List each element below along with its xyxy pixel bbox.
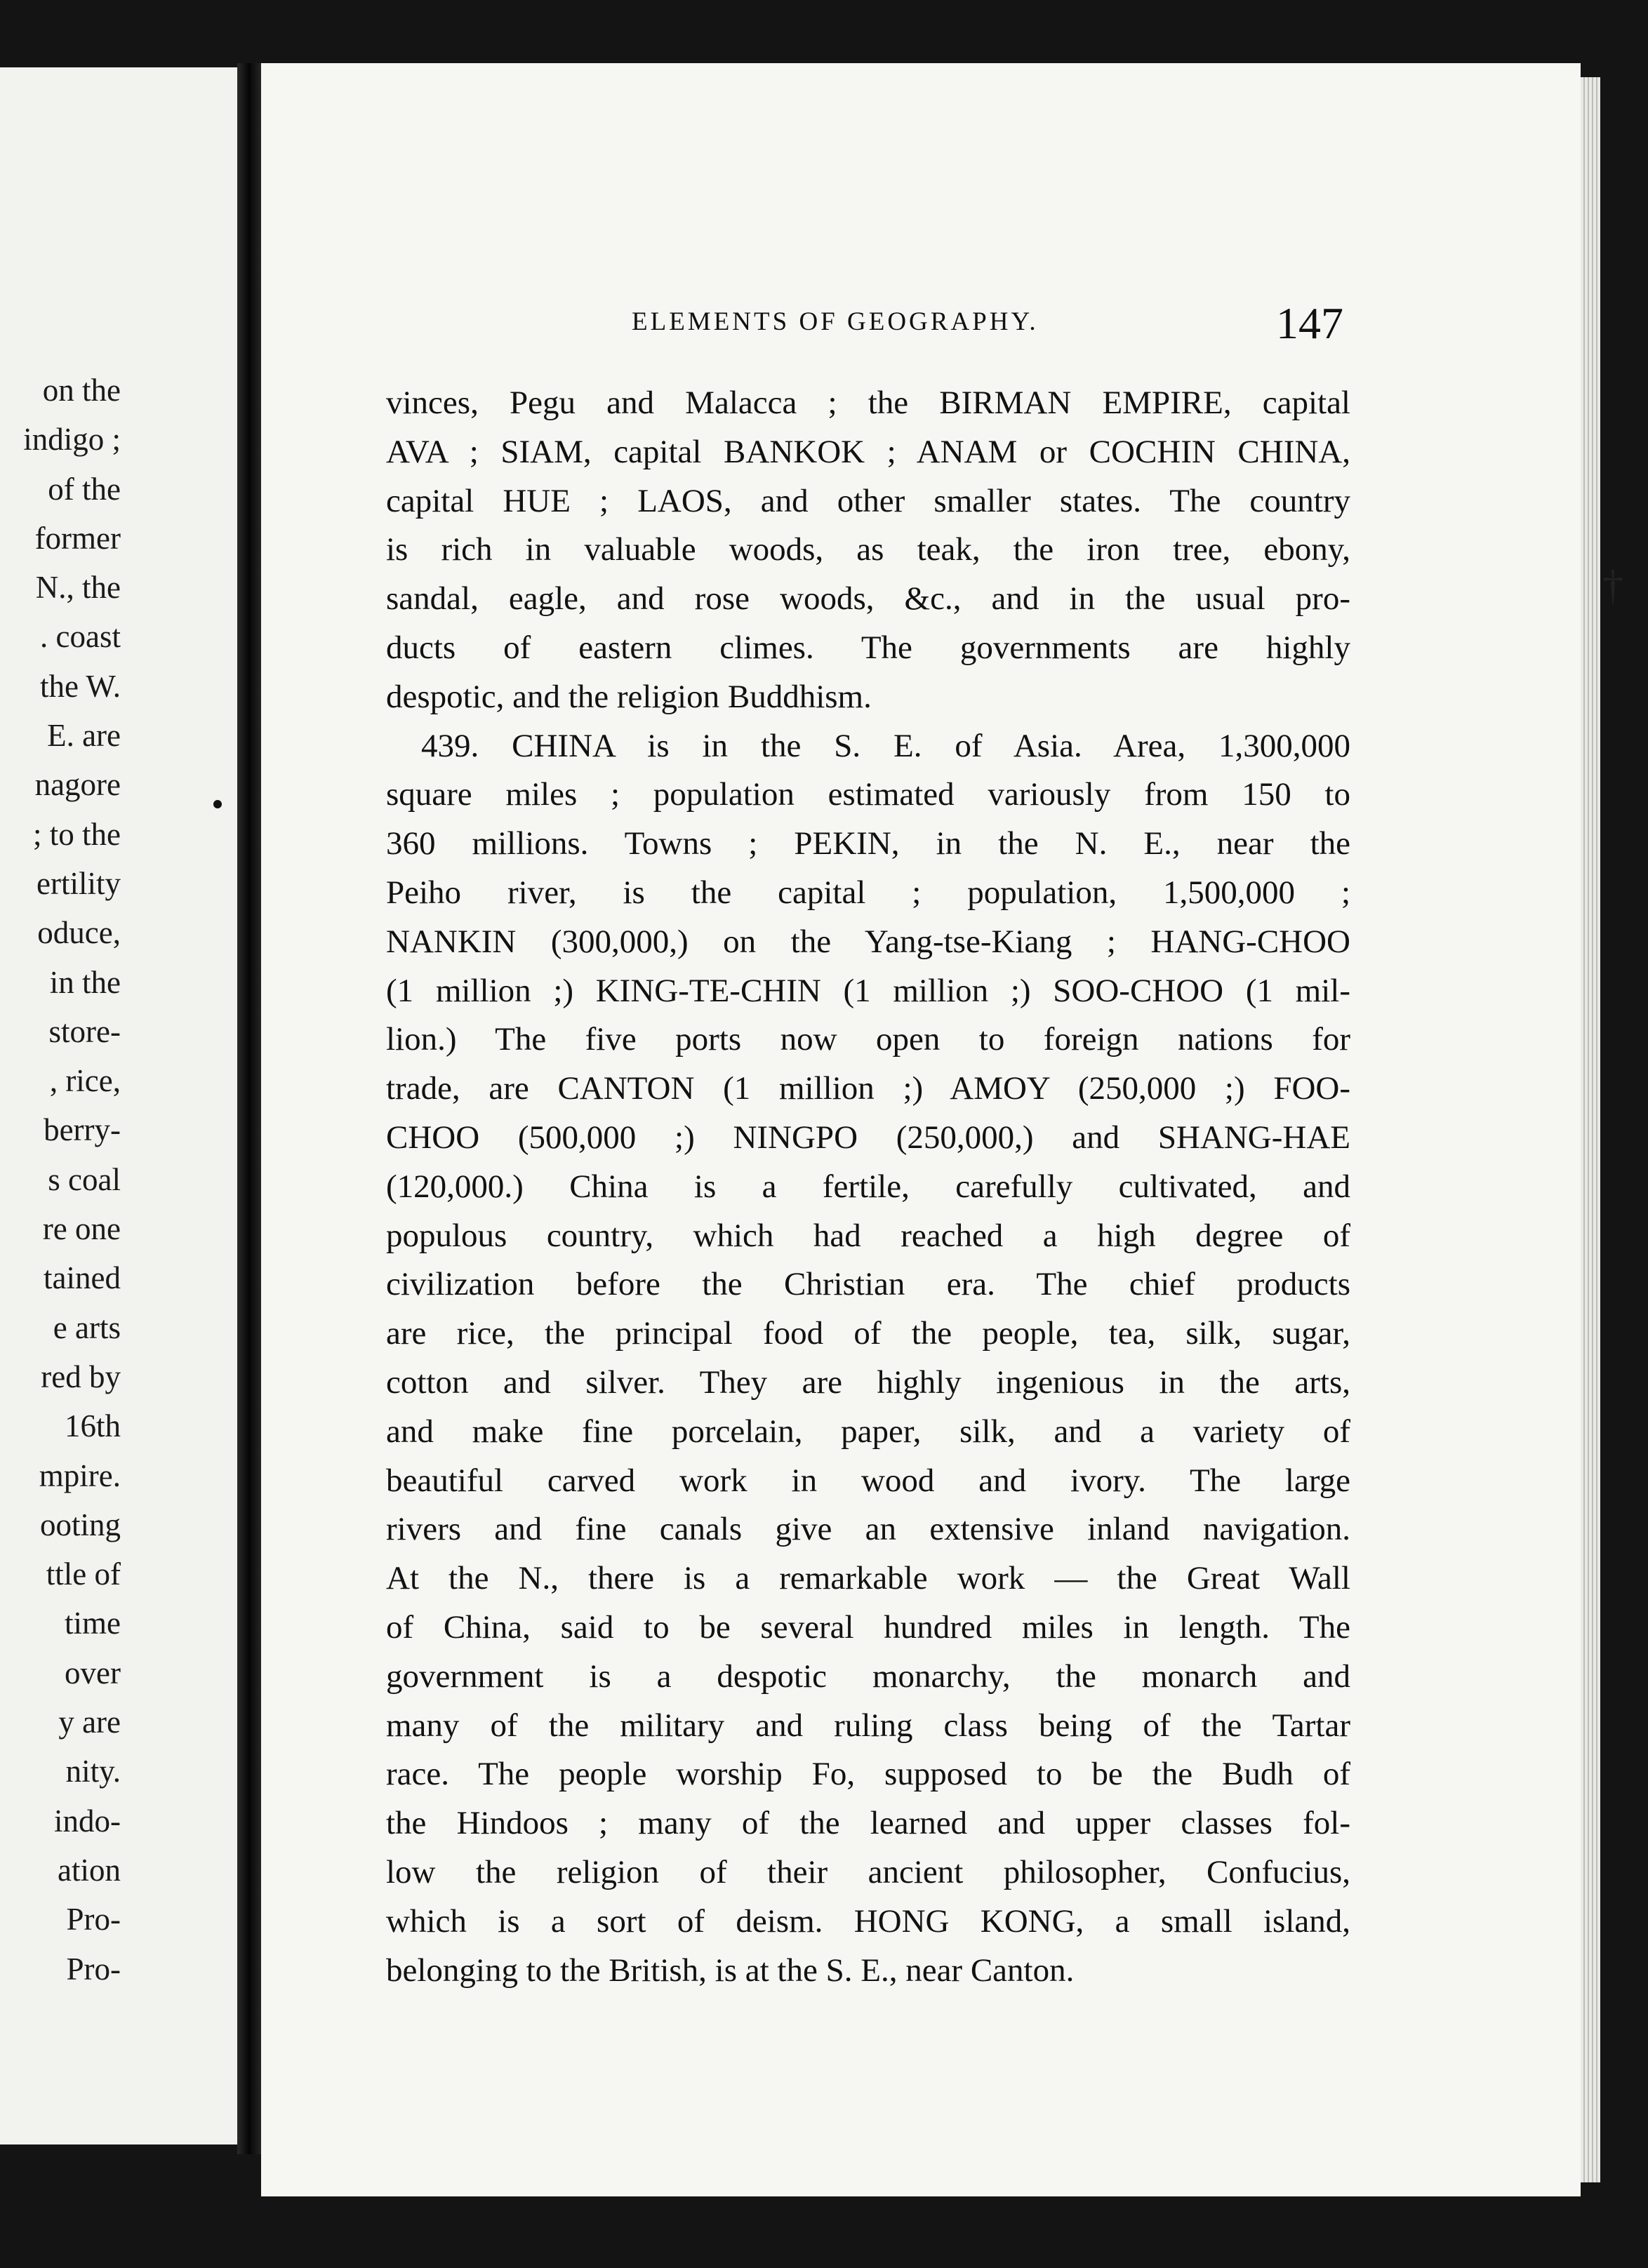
text-line: NANKIN (300,000,) on the Yang-tse-Kiang ; HANG-CHOO [386,923,1350,960]
left-page-line: berry- [44,1112,121,1148]
left-page-line: over [65,1655,121,1690]
text-line: is rich in valuable woods, as teak, the iron tree, ebony, [386,531,1350,568]
left-page-line: former [34,520,121,556]
running-head: ELEMENTS OF GEOGRAPHY. [632,307,1039,336]
left-page-line: the W. [39,668,121,704]
text-line: populous country, which had reached a high degree of [386,1217,1350,1254]
left-page-line: s coal [48,1161,121,1197]
left-page-line: indo- [54,1803,121,1839]
text-line: many of the military and ruling class being of the Tartar [386,1707,1350,1744]
text-line: ducts of eastern climes. The governments are highly [386,629,1350,666]
left-page-line: nity. [65,1754,121,1789]
left-page-line: E. are [47,718,121,754]
body-text [386,379,1350,1995]
text-line: the Hindoos ; many of the learned and upper classes fol- [386,1805,1350,1842]
left-page-line: red by [41,1359,121,1394]
left-page-line: of the [48,471,121,507]
text-line: (120,000.) China is a fertile, carefully cultivated, and [386,1168,1350,1205]
text-line: belonging to the British, is at the S. E., near Canton. [386,1952,1075,1989]
text-line: Peiho river, is the capital ; population, 1,500,000 ; [386,874,1350,911]
text-line: (1 million ;) KING-TE-CHIN (1 million ;) SOO-CHOO (1 mil- [386,972,1350,1009]
left-page-line: . coast [40,619,121,655]
text-line: lion.) The five ports now open to foreign nations for [386,1021,1350,1058]
text-line: race. The people worship Fo, supposed to be the Budh of [386,1756,1350,1793]
text-line: square miles ; population estimated variously from 150 to [386,776,1350,813]
left-page-line: time [65,1606,121,1641]
text-line: CHOO (500,000 ;) NINGPO (250,000,) and SHANG-HAE [386,1119,1350,1156]
text-line: At the N., there is a remarkable work — the Great Wall [386,1560,1350,1597]
left-page-line: ttle of [46,1556,121,1592]
text-line: capital HUE ; LAOS, and other smaller states. The country [386,482,1350,519]
left-page-line: e arts [53,1309,121,1345]
text-line: which is a sort of deism. HONG KONG, a small island, [386,1902,1350,1940]
left-page-line: ooting [39,1507,121,1542]
text-line: vinces, Pegu and Malacca ; the BIRMAN EMPIRE, capital [386,385,1350,421]
left-page-line: in the [49,964,121,1000]
page-number: 147 [1276,298,1343,348]
text-line: rivers and fine canals give an extensive inland navigation. [386,1511,1350,1548]
left-page-line: re one [42,1211,121,1247]
left-page-line: oduce, [37,915,121,951]
text-line: cotton and silver. They are highly ingenious in the arts, [386,1363,1350,1401]
left-page-line: Pro- [66,1902,121,1937]
text-line: despotic, and the religion Buddhism. [386,678,872,715]
text-line: and make fine porcelain, paper, silk, and a variety of [386,1413,1350,1450]
text-line: are rice, the principal food of the people, tea, silk, sugar, [386,1315,1350,1352]
margin-mark: † [1602,562,1623,608]
text-line: civilization before the Christian era. The chief products [386,1266,1350,1303]
left-page-line: ; to the [33,816,121,852]
page-edge [1581,77,1600,2182]
left-page-line: tained [44,1260,121,1296]
text-line: 360 millions. Towns ; PEKIN, in the N. E., near the [386,825,1350,862]
left-page-line: on the [42,373,121,408]
text-line: of China, said to be several hundred miles in length. The [386,1608,1350,1646]
left-page-line: , rice, [49,1063,121,1099]
left-page-line: y are [58,1705,121,1740]
left-page-line: nagore [34,767,121,803]
text-line: beautiful carved work in wood and ivory. The large [386,1462,1350,1499]
text-line: government is a despotic monarchy, the monarch and [386,1657,1350,1695]
left-page-line: mpire. [39,1457,121,1493]
left-page [0,67,237,2144]
margin-dot [213,800,222,808]
left-page-line: ertility [36,865,121,901]
book-gutter [237,63,261,2154]
left-page-line: store- [48,1013,121,1049]
text-line: trade, are CANTON (1 million ;) AMOY (250,000 ;) FOO- [386,1070,1350,1107]
left-page-text [0,366,121,1994]
left-page-line: Pro- [66,1951,121,1987]
text-line: AVA ; SIAM, capital BANKOK ; ANAM or COCHIN CHINA, [386,433,1350,470]
text-line: low the religion of their ancient philosopher, Confucius, [386,1853,1350,1890]
text-line: sandal, eagle, and rose woods, &c., and in the usual pro- [386,580,1350,618]
left-page-line: ation [58,1852,121,1888]
text-line: 439. CHINA is in the S. E. of Asia. Area, 1,300,000 [421,727,1350,764]
left-page-line: N., the [35,570,121,606]
left-page-line: 16th [64,1408,121,1444]
left-page-line: indigo ; [23,422,121,458]
